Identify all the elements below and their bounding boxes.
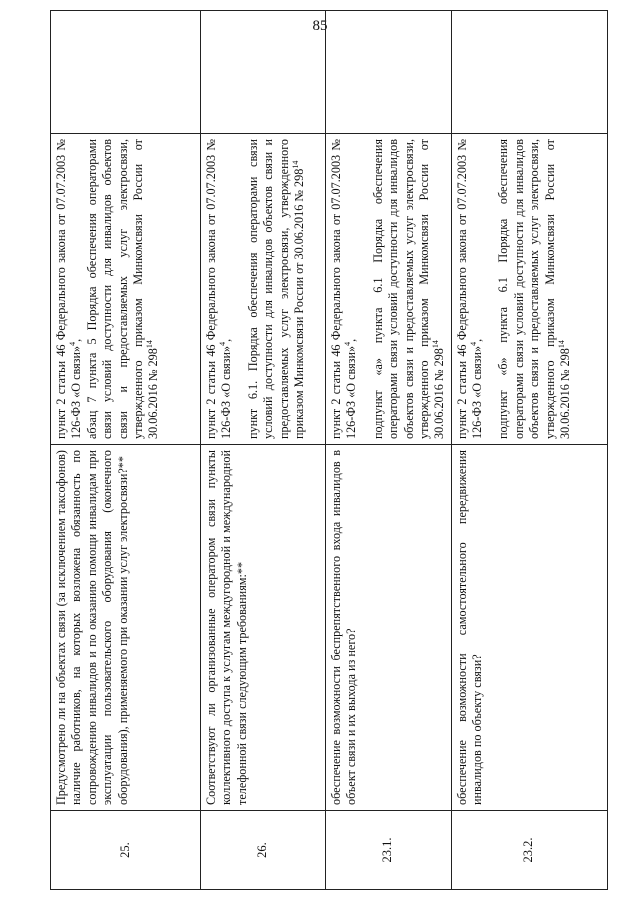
legal-reference-cell	[51, 134, 201, 445]
row-number: 23.2.	[451, 811, 607, 890]
question-text: обеспечение возможности беспрепятственного входа инвалидов в объект связи и их выхода из него?	[329, 450, 359, 805]
legal-reference-cell	[201, 134, 326, 445]
question-cell	[451, 445, 607, 811]
row-number: 26.	[201, 811, 326, 890]
reference-law: пункт 2 статьи 46 Федерального закона от 07.07.2003 № 126-ФЗ «О связи»$^4$,	[454, 139, 484, 439]
checklist-table	[50, 10, 608, 890]
answer-cell	[451, 11, 607, 134]
question-cell	[326, 445, 452, 811]
reference-law: пункт 2 статьи 46 Федерального закона от 07.07.2003 № 126-ФЗ «О связи»$^4$,	[54, 139, 84, 439]
row-number: 23.1.	[326, 811, 452, 890]
reference-order: подпункт «а» пункта 6.1 Порядка обеспечения операторами связи условий доступности для инвалидов объектов связи и предоставляемых услуг электросвязи, утвержденного приказом Минкомсвязи России от 30.06.2016 № $298^{14}$	[370, 139, 447, 439]
reference-order: пункт 6.1. Порядка обеспечения операторами связи условий доступности для инвалидов объектов связи и предоставляемых услуг электросвязи, утвержденного приказом Минкомсвязи России от 30.06.2016 № $298^{14}$	[245, 139, 306, 439]
table-row	[201, 11, 326, 890]
question-cell	[201, 445, 326, 811]
checklist-table-rotated	[50, 55, 603, 890]
table-row	[51, 11, 201, 890]
question-cell	[51, 445, 201, 811]
legal-reference-cell	[326, 134, 452, 445]
question-text: Предусмотрено ли на объектах связи (за исключением таксофонов) наличие работников, на которых возложена обязанность по сопровождению инвалидов и по оказанию помощи инвалидам при эксплуатации пользовательского оборудования (оконечного оборудования), применяемого при оказании услуг электросвязи?**	[54, 450, 130, 805]
table-row	[451, 11, 607, 890]
question-text: обеспечение возможности самостоятельного передвижения инвалидов по объекту связи?	[454, 450, 484, 805]
answer-cell	[326, 11, 452, 134]
page-number: 85	[312, 18, 328, 34]
reference-law: пункт 2 статьи 46 Федерального закона от 07.07.2003 № 126-ФЗ «О связи»$^4$,	[204, 139, 234, 439]
answer-cell	[201, 11, 326, 134]
reference-order: абзац 7 пункта 5 Порядка обеспечения операторами связи условий доступности для инвалидов объектов связи и предоставляемых услуг электросвязи, утвержденного приказом Минкомсвязи России от 30.06.2016 № $298^{14}$	[84, 139, 161, 439]
table-row	[326, 11, 452, 890]
reference-law: пункт 2 статьи 46 Федерального закона от 07.07.2003 № 126-ФЗ «О связи»$^4$,	[329, 139, 359, 439]
answer-cell	[51, 11, 201, 134]
legal-reference-cell	[451, 134, 607, 445]
question-text: Соответствуют ли организованные оператором связи пункты коллективного доступа к услугам междугородной и международной телефонной связи следующим требованиям:**	[204, 450, 249, 805]
row-number: 25.	[51, 811, 201, 890]
reference-order: подпункт «б» пункта 6.1 Порядка обеспечения операторами связи условий доступности для инвалидов объектов связи и предоставляемых услуг электросвязи, утвержденного приказом Минкомсвязи России от 30.06.2016 № $298^{14}$	[496, 139, 572, 439]
